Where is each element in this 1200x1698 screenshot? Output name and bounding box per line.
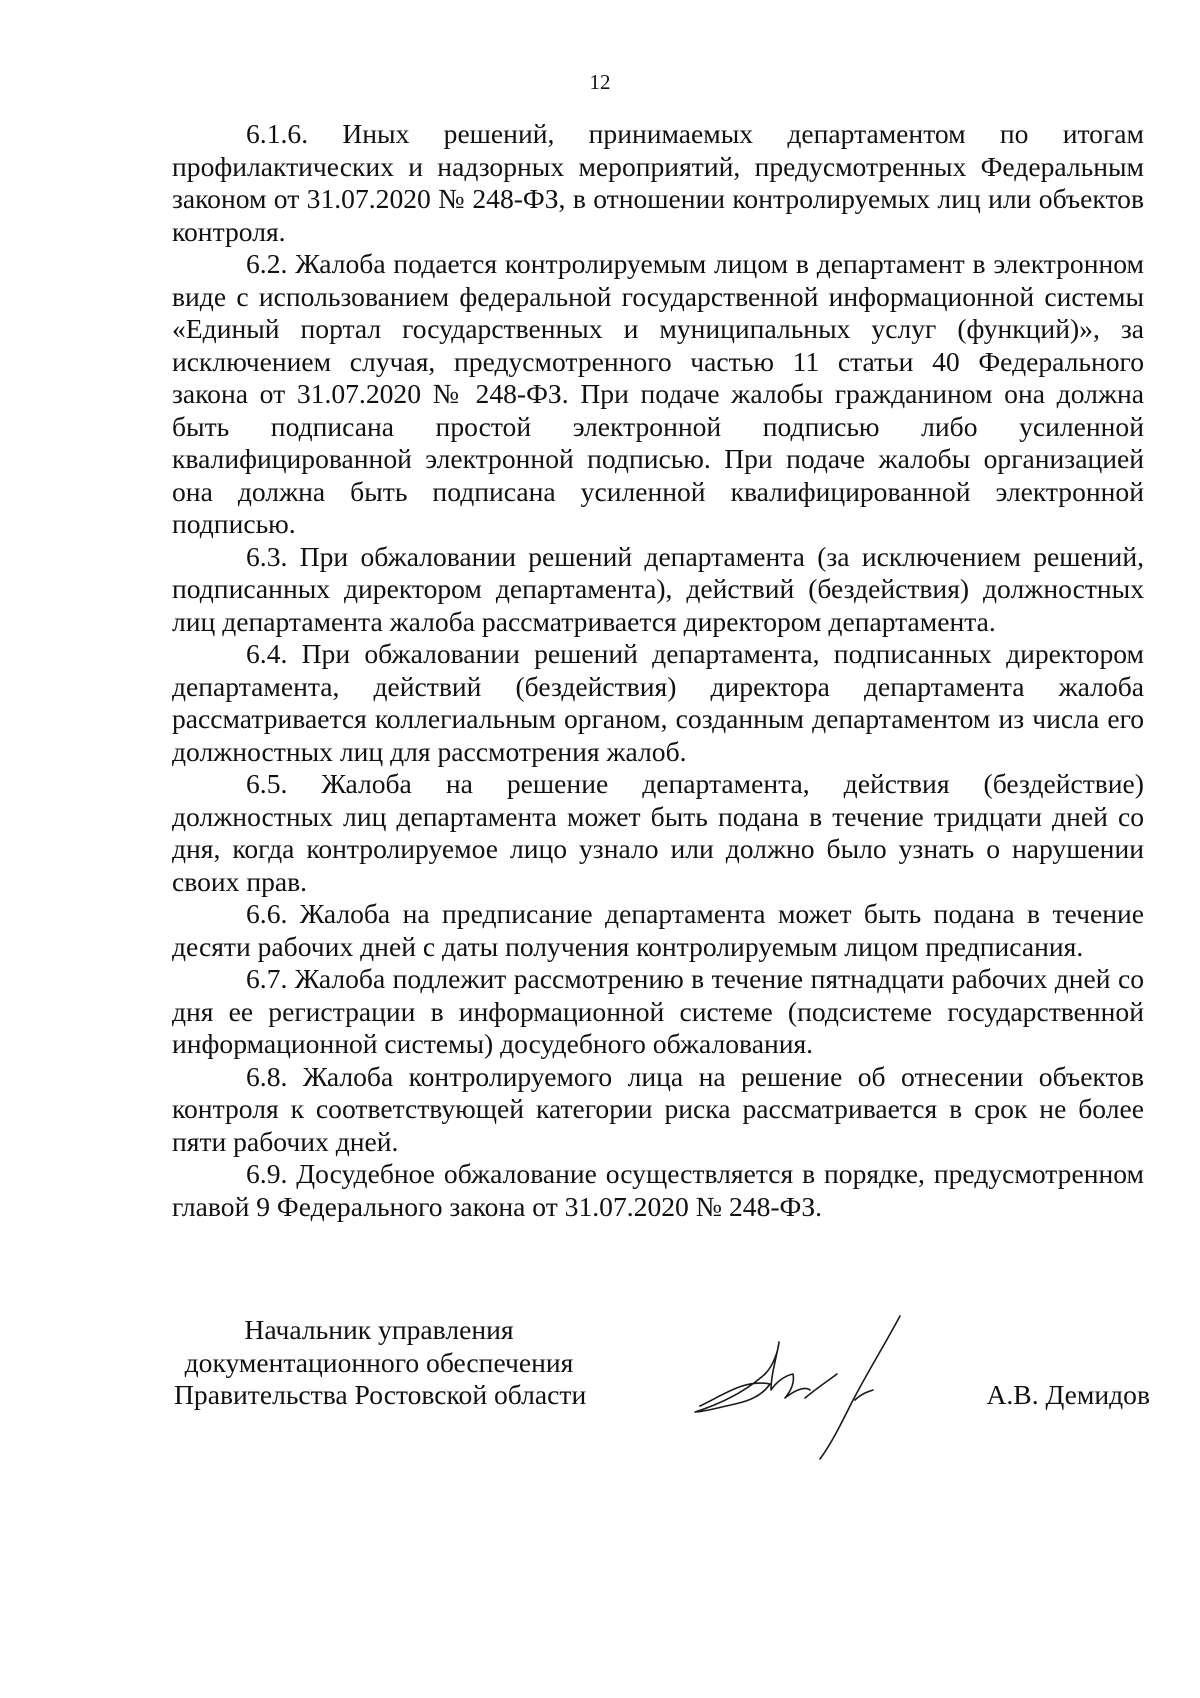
paragraph-6-3: 6.3. При обжаловании решений департамента (за исключением решений, подписанных директором департамента), действий (бездействия) должностных лиц департамента жалоба рассматривается директором департамента. bbox=[172, 540, 1144, 637]
paragraph-6-7: 6.7. Жалоба подлежит рассмотрению в течение пятнадцати рабочих дней со дня ее регистрации в информационной системе (подсистеме государственной информационной системы) досудебного обжалования. bbox=[172, 963, 1144, 1059]
paragraph-6-5: 6.5. Жалоба на решение департамента, действия (бездействие) должностных лиц департамента может быть подана в течение тридцати дней со дня, когда контролируемое лицо узнало или должно было узнать о нарушении своих прав. bbox=[172, 768, 1144, 897]
paragraph-6-6: 6.6. Жалоба на предписание департамента может быть подана в течение десяти рабочих дней с даты получения контролируемым лицом предписания. bbox=[172, 898, 1144, 962]
paragraph-6-2: 6.2. Жалоба подается контролируемым лицом в департамент в электронном виде с использованием федеральной государственной информационной системы «Единый портал государственных и муниципальных услуг (функций)», за исключением случая, предусмотренного частью 11 статьи 40 Федерального закона от 31.07.2020 № 248-ФЗ. При подаче жалобы гражданином она должна быть подписана простой электронной подписью либо усиленной квалифицированной электронной подписью. При подаче жалобы организацией она должна быть подписана усиленной квалифицированной электронной подписью. bbox=[172, 248, 1144, 539]
signatory-position-line: Правительства Ростовской области bbox=[174, 1379, 587, 1410]
paragraph-6-4: 6.4. При обжаловании решений департамента, подписанных директором департамента, действий (бездействия) директора департамента жалоба рассматривается коллегиальным органом, созданным департаментом из числа его должностных лиц для рассмотрения жалоб. bbox=[172, 638, 1144, 767]
paragraph-6-1-6: 6.1.6. Иных решений, принимаемых департаментом по итогам профилактических и надзорных мероприятий, предусмотренных Федеральным законом от 31.07.2020 № 248-ФЗ, в отношении контролируемых лиц или объектов контроля. bbox=[172, 118, 1144, 247]
signature-block bbox=[150, 1314, 1150, 1474]
signatory-position-line: Начальник управления bbox=[244, 1314, 514, 1345]
signatory-name: А.В. Демидов bbox=[986, 1379, 1150, 1410]
paragraph-6-8: 6.8. Жалоба контролируемого лица на решение об отнесении объектов контроля к соответствующей категории риска рассматривается в срок не более пяти рабочих дней. bbox=[172, 1060, 1144, 1157]
page-number: 12 bbox=[589, 70, 611, 94]
signatory-position-line: документационного обеспечения bbox=[184, 1346, 574, 1378]
document-body bbox=[172, 118, 1144, 1223]
handwritten-signature bbox=[645, 1294, 925, 1464]
paragraph-6-9: 6.9. Досудебное обжалование осуществляется в порядке, предусмотренном главой 9 Федерального закона от 31.07.2020 № 248-ФЗ. bbox=[172, 1158, 1144, 1222]
signatory-position bbox=[174, 1314, 587, 1412]
